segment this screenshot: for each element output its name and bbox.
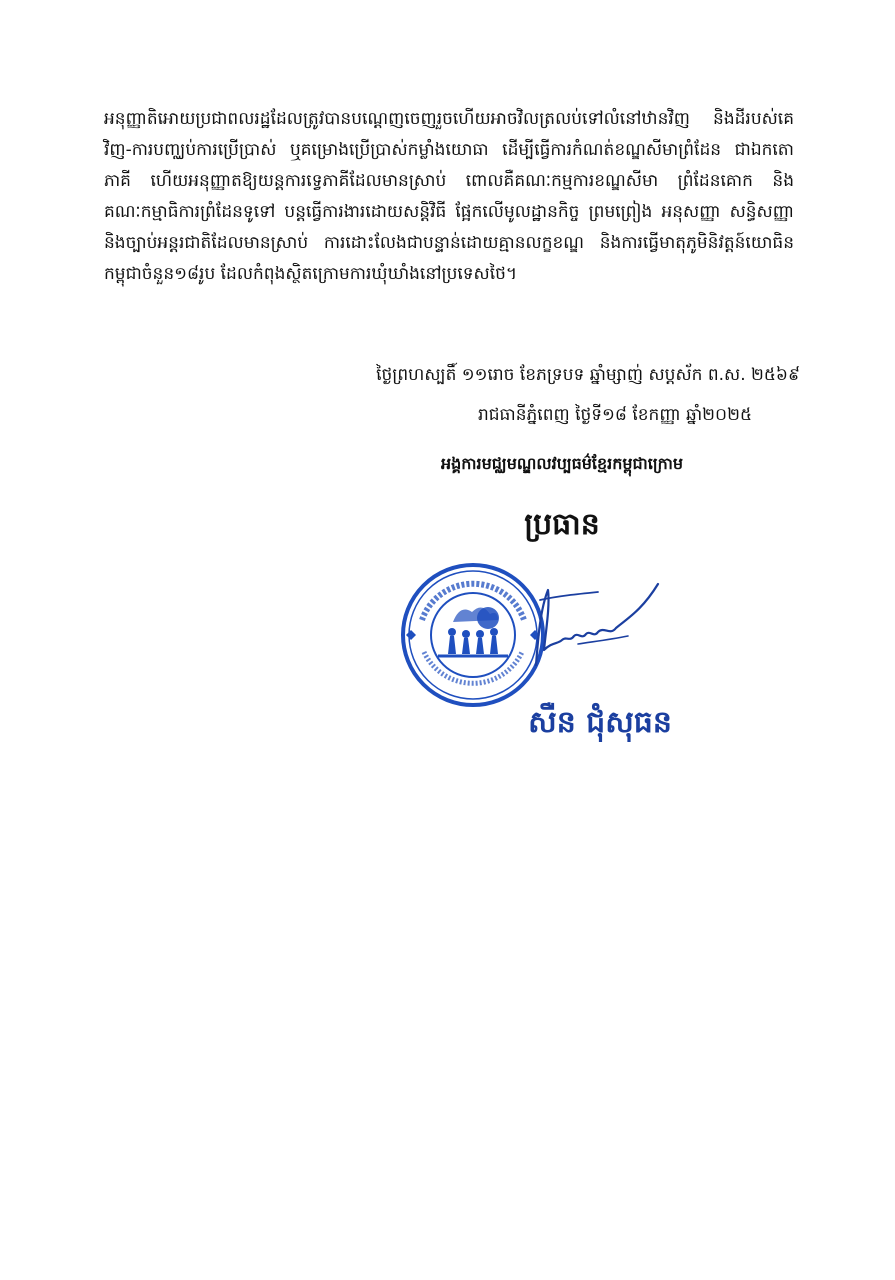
position-title: ប្រធាន bbox=[524, 507, 600, 542]
handwritten-signature bbox=[518, 570, 668, 680]
solar-date: រាជធានីភ្នំពេញ ថ្ងៃទី១៨ ខែកញ្ញា ឆ្នាំ២០២៥ bbox=[477, 405, 752, 425]
signature-area bbox=[398, 560, 668, 710]
lunar-date: ថ្ងៃព្រហស្បតិ៍ ១១រោច ខែភទ្របទ ឆ្នាំម្សាញ់ សប្តស័ក ព.ស. ២៥៦៩ bbox=[376, 365, 800, 385]
body-paragraph: អនុញ្ញាតិអោយប្រជាពលរដ្ឋដែលត្រូវបានបណ្តេញចេញរួចហើយអាចវិលត្រលប់ទៅលំនៅឋានវិញ និងដីរបស់គេវិញ-ការបញ្ឈប់ការប្រើប្រាស់ ឬគម្រោងប្រើប្រាស់កម្លាំងយោធា ដើម្បីធ្វើការកំណត់ខណ្ឌសីមាព្រំដែន ជាឯកតោភាគី ហើយអនុញ្ញាតឱ្យយន្តការទ្វេភាគីដែលមានស្រាប់ ពោលគឺគណៈកម្មការខណ្ឌសីមា ព្រំដែនគោក និងគណៈកម្មាធិការព្រំដែនទូទៅ បន្តធ្វើការងារដោយសន្តិវិធី ផ្អែកលើមូលដ្ឋានកិច្ច ព្រមព្រៀង អនុសញ្ញា សន្ធិសញ្ញា និងច្បាប់អន្តរជាតិដែលមានស្រាប់ ការដោះលែងជាបន្ទាន់ដោយគ្មានលក្ខខណ្ឌ និងការធ្វើមាតុភូមិនិវត្តន៍យោធិនកម្ពុជាចំនួន១៨រូប ដែលកំពុងស្ថិតក្រោមការឃុំឃាំងនៅប្រទេសថៃ។ bbox=[104, 109, 794, 284]
organization-name: អង្គការមជ្ឈមណ្ឌលវប្បធម៌ខ្មែរកម្ពុជាក្រោម bbox=[440, 454, 684, 473]
signer-name: សឺន ជុំសុធន bbox=[528, 705, 672, 740]
